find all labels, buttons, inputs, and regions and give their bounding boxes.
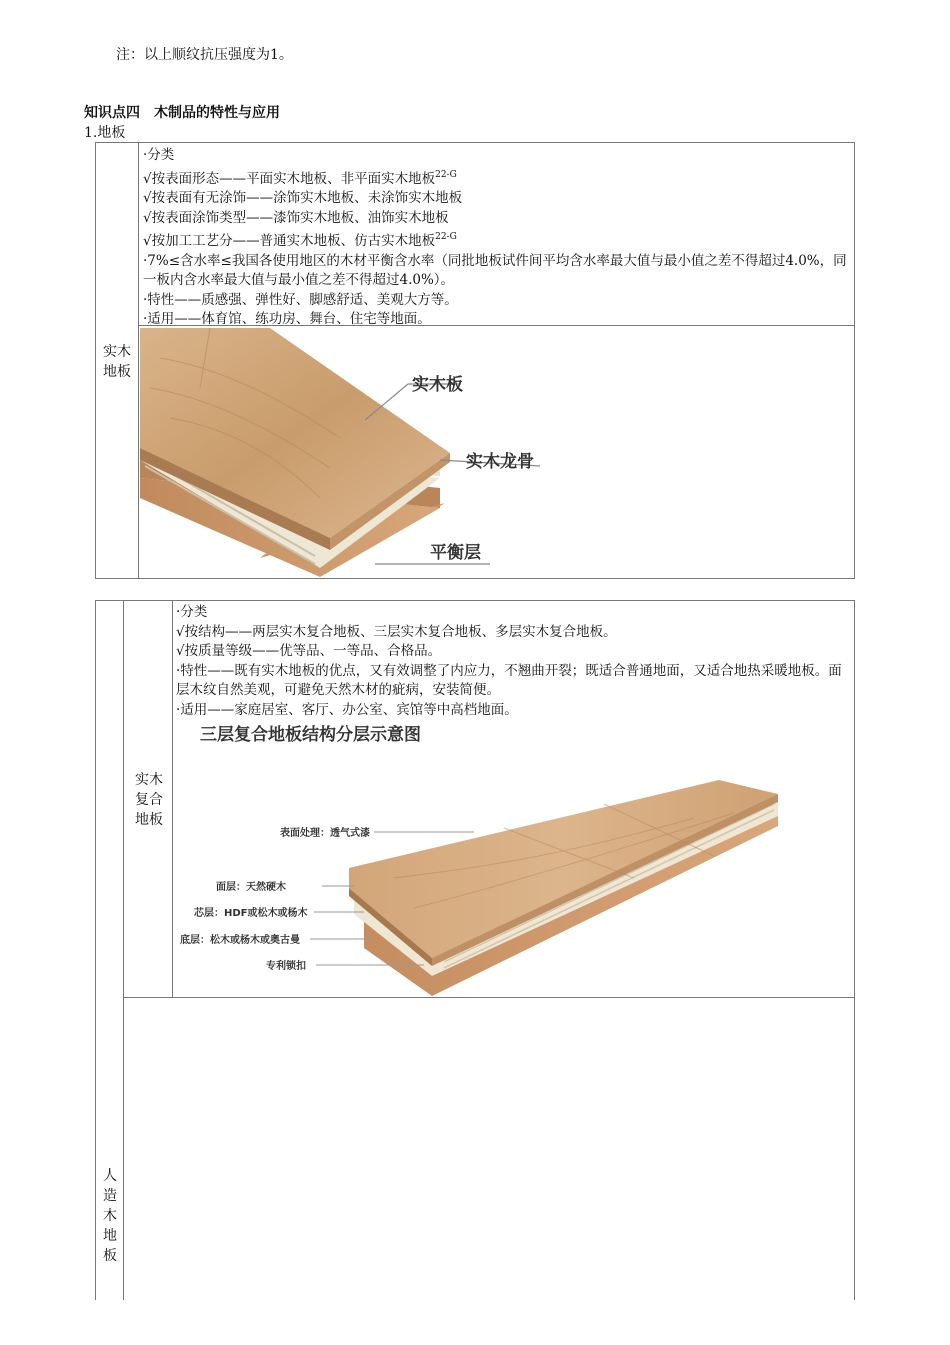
label-solid-board: 实木板 [412, 375, 463, 395]
text-line: ·分类 [176, 604, 208, 620]
text-line: ·特性——质感强、弹性好、脚感舒适、美观大方等。 [143, 291, 458, 308]
label-keel: 实木龙骨 [466, 452, 534, 472]
text-line: √按质量等级——优等品、一等品、合格品。 [176, 643, 442, 659]
diagram-title: 三层复合地板结构分层示意图 [200, 725, 421, 745]
table-divider [138, 142, 139, 579]
text-line: ·适用——家庭居室、客厅、办公室、宾馆等中高档地面。 [176, 701, 518, 718]
solid-wood-diagram [140, 328, 853, 577]
text-line: ·7%≤含水率≤我国各使用地区的木材平衡含水率（同批地板试件间平均含水率最大值与最小值之差不得超过4.0%，同一板内含水率最大值与最小值之差不得超过4.0%）。 [143, 252, 847, 288]
text-line: ·分类 [143, 147, 175, 163]
label-balance-layer: 平衡层 [430, 543, 481, 563]
note-text: 注：以上顺纹抗压强度为1。 [116, 47, 293, 63]
table-divider [123, 600, 124, 1300]
text-line: √按结构——两层实木复合地板、三层实木复合地板、多层实木复合地板。 [176, 623, 617, 640]
text-line: √按表面有无涂饰——涂饰实木地板、未涂饰实木地板 [143, 190, 463, 206]
engineered-wood-diagram [174, 718, 852, 996]
label-bottom: 底层：松木或杨木或奥古曼 [180, 935, 300, 946]
text-line: ·特性——既有实木地板的优点，又有效调整了内应力，不翘曲开裂；既适合普通地面，又适合地热采暖地板。面层木纹自然美观，可避免天然木材的疵病，安装简便。 [176, 662, 842, 698]
solid-wood-description [143, 146, 848, 330]
solid-wood-label: 实木 地板 [103, 344, 131, 380]
label-core: 芯层：HDF或松木或杨木 [194, 908, 308, 919]
text-line: √按表面涂饰类型——漆饰实木地板、油饰实木地板 [143, 209, 449, 226]
sub-title: 1.地板 [84, 125, 126, 141]
label-lock: 专利锁扣 [266, 961, 306, 972]
text-line: ·适用——体育馆、练功房、舞台、住宅等地面。 [143, 311, 431, 327]
section-title: 知识点四 木制品的特性与应用 [84, 105, 280, 121]
engineered-wood-label: 实木 复合 地板 [135, 772, 163, 828]
text-line: √按加工工艺分——普通实木地板、仿古实木地板$^{22-G}$ [143, 232, 457, 249]
table-divider [172, 600, 173, 998]
engineered-wood-description [176, 603, 846, 720]
label-surface: 表面处理：透气式漆 [280, 828, 370, 839]
label-face: 面层：天然硬木 [216, 882, 286, 893]
text-line: √按表面形态——平面实木地板、非平面实木地板$^{22-G}$ [143, 169, 457, 187]
artificial-wood-label: 人 造 木 地 板 [103, 1168, 117, 1264]
table-divider [123, 997, 855, 998]
